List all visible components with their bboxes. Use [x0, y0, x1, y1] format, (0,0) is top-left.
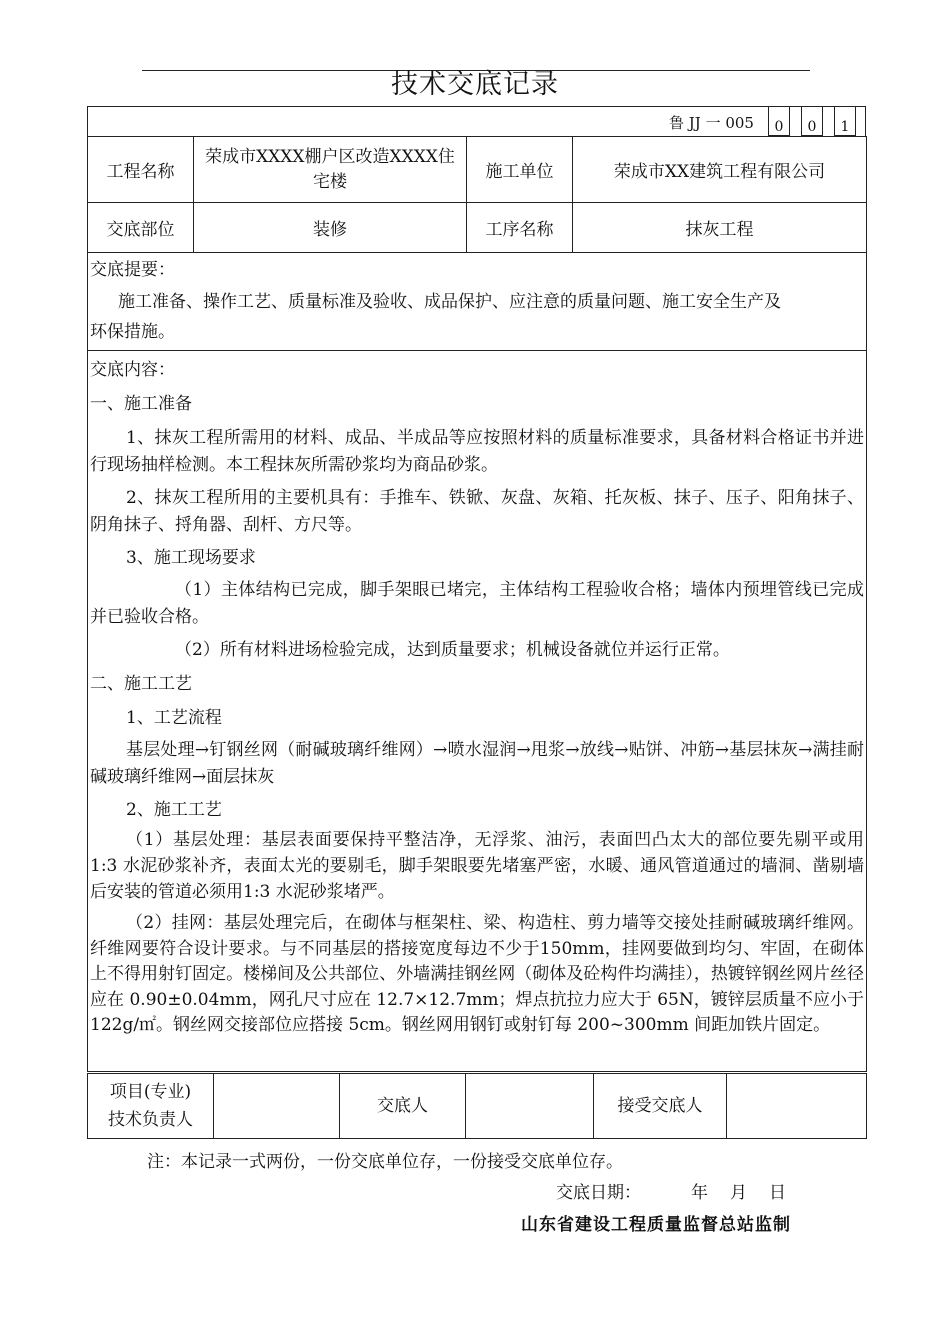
tech-lead-label-line-2: 技术负责人	[108, 1110, 193, 1130]
site-requirement-1: （1）主体结构已完成，脚手架眼已堵完，主体结构工程验收合格；墙体内预埋管线已完成并已验收合格。	[90, 580, 864, 627]
record-note: 注：本记录一式两份，一份交底单位存，一份接受交底单位存。	[147, 1152, 623, 1172]
section-1-title: 一、施工准备	[90, 394, 192, 414]
prep-paragraph-3: 3、施工现场要求	[126, 548, 256, 568]
prep-paragraph-2: 2、抹灰工程所用的主要机具有：手推车、铁锨、灰盘、灰箱、托灰板、抹子、压子、阳角抹子、阴角抹子、捋角器、刮杆、方尺等。	[90, 488, 864, 535]
section-2-title: 二、施工工艺	[90, 674, 192, 694]
summary-label: 交底提要：	[90, 260, 175, 280]
process-value: 抹灰工程	[573, 203, 867, 253]
disclosure-date	[556, 1178, 786, 1203]
tech-lead-label-line-1: 项目(专业)	[109, 1082, 192, 1102]
discloser-label: 交底人	[340, 1074, 466, 1139]
code-box-3: 1	[834, 106, 856, 136]
date-month: 月	[730, 1183, 747, 1203]
disclosure-table	[87, 136, 867, 1072]
summary-cell	[88, 253, 867, 351]
receiver-label: 接受交底人	[594, 1074, 727, 1139]
construction-unit-label: 施工单位	[467, 137, 573, 203]
date-label: 交底日期：	[556, 1183, 641, 1203]
code-box-2: 0	[801, 106, 823, 136]
signature-table	[87, 1073, 867, 1139]
content-label: 交底内容：	[90, 360, 175, 380]
content-cell	[88, 351, 867, 1072]
supervisor-footer: 山东省建设工程质量监督总站监制	[521, 1215, 791, 1235]
date-year: 年	[691, 1183, 708, 1203]
process-detail-title: 2、施工工艺	[126, 800, 222, 820]
location-value: 装修	[194, 203, 467, 253]
discloser-signature[interactable]	[466, 1074, 594, 1139]
date-day: 日	[769, 1183, 786, 1203]
receiver-signature[interactable]	[727, 1074, 867, 1139]
tech-lead-signature[interactable]	[214, 1074, 340, 1139]
form-code-label: 鲁 JJ 一 005	[669, 114, 754, 132]
tech-lead-label	[88, 1074, 214, 1139]
summary-text-2: 环保措施。	[90, 322, 175, 342]
code-box-1: 0	[768, 106, 790, 136]
prep-paragraph-1: 1、抹灰工程所需用的材料、成品、半成品等应按照材料的质量标准要求，具备材料合格证书并进行现场抽样检测。本工程抹灰所需砂浆均为商品砂浆。	[90, 428, 864, 475]
page-title: 技术交底记录	[391, 69, 559, 100]
location-label: 交底部位	[88, 203, 194, 253]
project-name-value: 荣成市XXXX棚户区改造XXXX住宅楼	[194, 137, 467, 203]
process-flow-title: 1、工艺流程	[126, 708, 222, 728]
mesh-hanging: （2）挂网：基层处理完后，在砌体与框架柱、梁、构造柱、剪力墙等交接处挂耐碱玻璃纤维网。纤维网要符合设计要求。与不同基层的搭接宽度每边不少于150mm，挂网要做到均匀、牢固，在砌体上不得用射钉固定。楼梯间及公共部位、外墙满挂钢丝网（砌体及砼构件均满挂），热镀锌钢丝网片丝径应在 0.90±0.04mm，网孔尺寸应在 12.7×12.7mm；焊点抗拉力应大于 65N，镀锌层质量不应小于 122g/㎡。钢丝网交接部位应搭接 5cm。钢丝网用钢钉或射钉每 200~300mm 间距加铁片固定。	[90, 913, 864, 1035]
base-treatment: （1）基层处理：基层表面要保持平整洁净，无浮浆、油污，表面凹凸太大的部位要先剔平或用 1:3 水泥砂浆补齐，表面太光的要剔毛，脚手架眼要先堵塞严密，水暖、通风管道通过的墙洞、凿剔墙后安装的管道必须用1:3 水泥砂浆堵严。	[90, 830, 864, 902]
process-label: 工序名称	[467, 203, 573, 253]
site-requirement-2: （2）所有材料进场检验完成，达到质量要求；机械设备就位并运行正常。	[175, 640, 730, 660]
project-name-label: 工程名称	[88, 137, 194, 203]
construction-unit-value: 荣成市XX建筑工程有限公司	[573, 137, 867, 203]
summary-text: 施工准备、操作工艺、质量标准及验收、成品保护、应注意的质量问题、施工安全生产及	[118, 292, 781, 312]
process-flow: 基层处理→钉钢丝网（耐碱玻璃纤维网）→喷水湿润→甩浆→放线→贴饼、冲筋→基层抹灰→满挂耐碱玻璃纤维网→面层抹灰	[90, 740, 864, 787]
